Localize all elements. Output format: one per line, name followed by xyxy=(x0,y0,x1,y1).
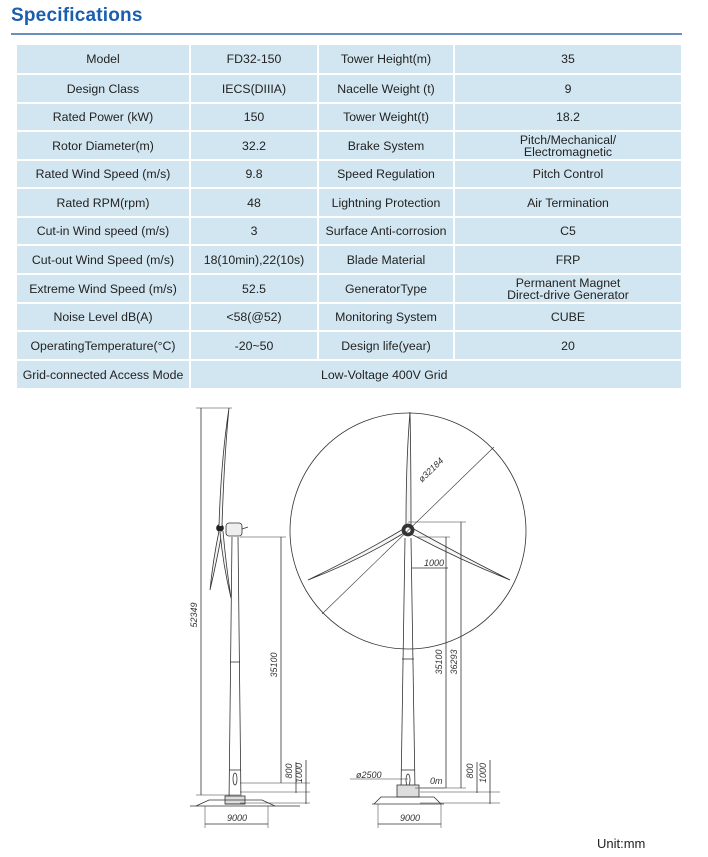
table-row xyxy=(17,303,681,331)
dim-1000-front: 1000 xyxy=(478,762,488,784)
turbine-technical-drawing xyxy=(0,400,708,832)
table-row xyxy=(17,217,681,245)
label-cell: Noise Level dB(A) xyxy=(17,303,190,331)
dim-base-width-side: 9000 xyxy=(226,813,248,823)
label-cell: Grid-connected Access Mode xyxy=(17,360,190,389)
label-cell: Tower Height(m) xyxy=(318,45,454,74)
front-view xyxy=(290,412,526,828)
label-cell: Nacelle Weight (t) xyxy=(318,74,454,103)
value-line: Direct-drive Generator xyxy=(507,287,629,302)
value-cell: IECS(DIIIA) xyxy=(190,74,318,103)
dim-hub-offset: 1000 xyxy=(423,558,445,568)
label-cell: Surface Anti-corrosion xyxy=(318,217,454,245)
label-cell: Monitoring System xyxy=(318,303,454,331)
value-cell: 32.2 xyxy=(190,131,318,160)
label-cell: Tower Weight(t) xyxy=(318,103,454,131)
dim-base-width-front: 9000 xyxy=(399,813,421,823)
table-row xyxy=(17,45,681,74)
table-row xyxy=(17,74,681,103)
table-row xyxy=(17,360,681,389)
value-cell: Low-Voltage 400V Grid xyxy=(190,360,681,389)
value-cell: FRP xyxy=(454,245,681,274)
value-cell: <58(@52) xyxy=(190,303,318,331)
value-cell: 9 xyxy=(454,74,681,103)
label-cell: Cut-out Wind Speed (m/s) xyxy=(17,245,190,274)
value-cell: 9.8 xyxy=(190,160,318,188)
table-row xyxy=(17,131,681,160)
value-cell: C5 xyxy=(454,217,681,245)
value-cell: 48 xyxy=(190,188,318,217)
specifications-table xyxy=(17,45,681,390)
dim-800-side: 800 xyxy=(284,763,294,779)
label-cell: Rated RPM(rpm) xyxy=(17,188,190,217)
dim-foundation: ø2500 xyxy=(356,770,382,780)
value-cell: 150 xyxy=(190,103,318,131)
table-row xyxy=(17,331,681,360)
dim-rotor-diameter: ø32184 xyxy=(416,455,446,485)
value-cell xyxy=(454,274,681,303)
label-cell: Rated Wind Speed (m/s) xyxy=(17,160,190,188)
value-cell: FD32-150 xyxy=(190,45,318,74)
unit-label: Unit:mm xyxy=(597,836,646,851)
value-line: Electromagnetic xyxy=(523,144,613,159)
label-cell: Brake System xyxy=(318,131,454,160)
label-cell: Blade Material xyxy=(318,245,454,274)
value-cell: -20~50 xyxy=(190,331,318,360)
label-cell: Design Class xyxy=(17,74,190,103)
table-row xyxy=(17,160,681,188)
dim-tower-height-front: 35100 xyxy=(434,649,444,675)
label-cell: Rotor Diameter(m) xyxy=(17,131,190,160)
value-cell: 18.2 xyxy=(454,103,681,131)
table-row xyxy=(17,274,681,303)
value-cell: Pitch Control xyxy=(454,160,681,188)
table-row xyxy=(17,103,681,131)
value-cell xyxy=(454,131,681,160)
dim-800-front: 800 xyxy=(465,763,475,779)
dim-1000-side: 1000 xyxy=(294,762,304,784)
dim-ground-level: 0m xyxy=(430,776,443,786)
value-cell: CUBE xyxy=(454,303,681,331)
value-line: Pitch/Mechanical/ xyxy=(519,132,617,147)
value-cell: 52.5 xyxy=(190,274,318,303)
table-row xyxy=(17,188,681,217)
label-cell: Speed Regulation xyxy=(318,160,454,188)
label-cell: Extreme Wind Speed (m/s) xyxy=(17,274,190,303)
label-cell: Lightning Protection xyxy=(318,188,454,217)
value-cell: 35 xyxy=(454,45,681,74)
page-title: Specifications xyxy=(11,5,143,26)
dim-hub-height: 36293 xyxy=(449,649,459,675)
label-cell: Model xyxy=(17,45,190,74)
value-cell: 3 xyxy=(190,217,318,245)
label-cell: Cut-in Wind speed (m/s) xyxy=(17,217,190,245)
dim-tower-height: 35100 xyxy=(269,652,279,678)
label-cell: Rated Power (kW) xyxy=(17,103,190,131)
value-cell: 18(10min),22(10s) xyxy=(190,245,318,274)
label-cell: Design life(year) xyxy=(318,331,454,360)
label-cell: GeneratorType xyxy=(318,274,454,303)
value-line: Permanent Magnet xyxy=(515,275,621,290)
value-cell: Air Termination xyxy=(454,188,681,217)
dim-total-height: 52349 xyxy=(189,602,199,628)
value-cell: 20 xyxy=(454,331,681,360)
label-cell: OperatingTemperature(°C) xyxy=(17,331,190,360)
title-divider xyxy=(11,33,682,35)
table-row xyxy=(17,245,681,274)
